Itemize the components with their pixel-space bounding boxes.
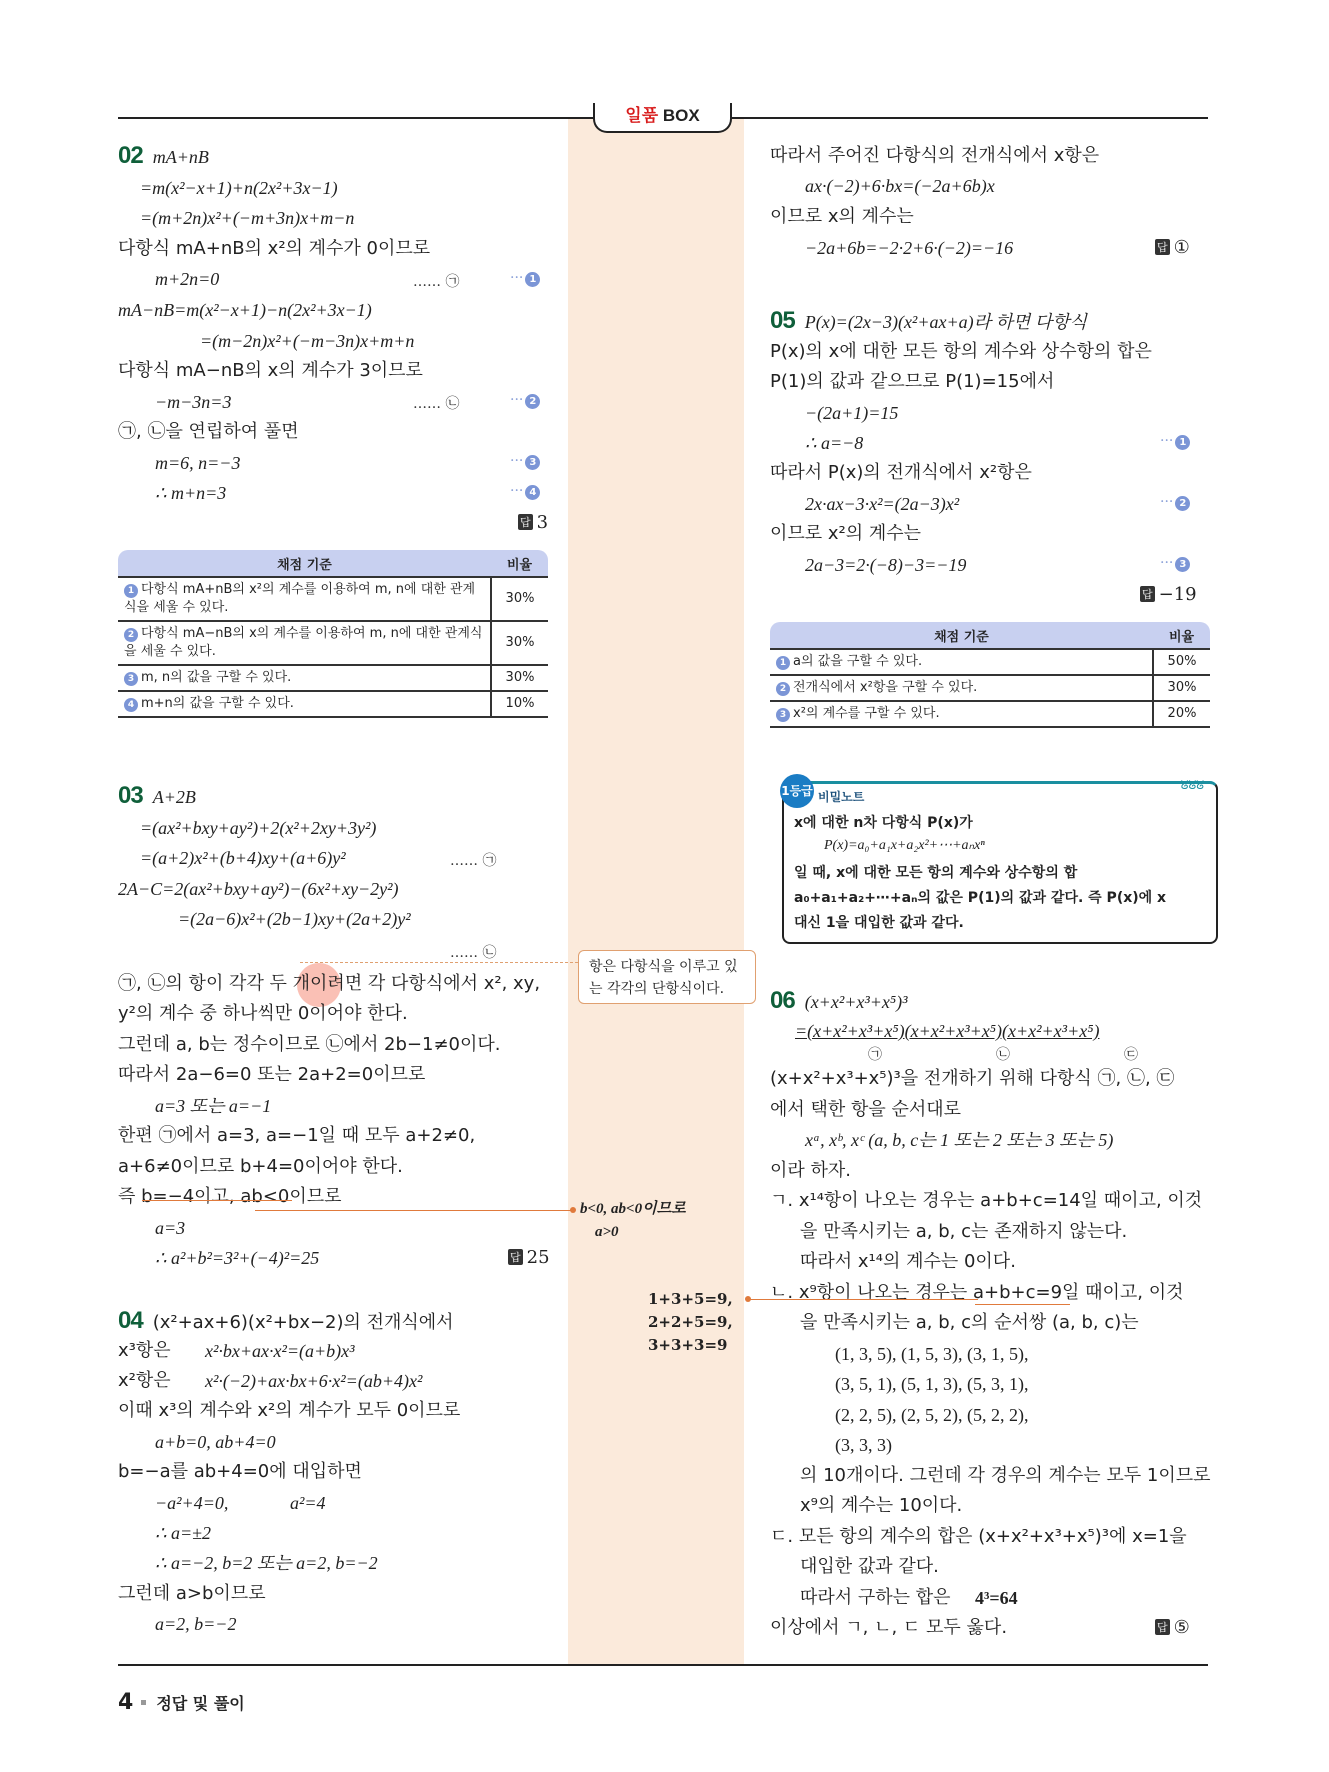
p02-line-1: =m(x²−x+1)+n(2x²+3x−1) bbox=[140, 178, 338, 198]
table-row: 1 다항식 mA+nB의 x²의 계수를 이용하여 m, n에 대한 관계식을 세울 수 있다. 30% bbox=[118, 577, 548, 621]
hint-line: 3+3+3=9 bbox=[648, 1336, 728, 1354]
table-row: 2 다항식 mA−nB의 x의 계수를 이용하여 m, n에 대한 관계식을 세울 수 있다. 30% bbox=[118, 621, 548, 665]
p02-line-6: =(m−2n)x²+(−m−3n)x+m+n bbox=[200, 331, 415, 351]
p06-line-14: (3, 3, 3) bbox=[835, 1435, 892, 1455]
scoring-table-05: 채점 기준 비율 1 a의 값을 구할 수 있다. 50% 2 전개식에서 x²항을 구할 수 있다. 30% 3 x²의 계수를 구할 수 있다. 20% bbox=[770, 622, 1210, 728]
grade-badge: 1등급 bbox=[780, 774, 814, 808]
p03-line-4: =(2a−6)x²+(2b−1)xy+(2a+2)y² bbox=[178, 909, 411, 929]
p06-line-0: 06 (x+x²+x³+x⁵)³ bbox=[770, 987, 908, 1014]
answer-03: 답 25 bbox=[510, 1247, 550, 1268]
p06-line-18: 대입한 값과 같다. bbox=[800, 1556, 939, 1577]
p04-line-1: x³항은 bbox=[118, 1340, 171, 1361]
p02-line-0: 02 mA+nB bbox=[118, 142, 209, 169]
p06-line-11: (1, 3, 5), (1, 5, 3), (3, 1, 5), bbox=[835, 1344, 1029, 1364]
p04-line-12: 그런데 a>b이므로 bbox=[118, 1583, 266, 1604]
step-marker-2: ··· 2 bbox=[1160, 494, 1190, 511]
hint-line: a>0 bbox=[595, 1224, 619, 1240]
p04-line-6: a+b=0, ab+4=0 bbox=[155, 1432, 276, 1452]
hint-line: 2+2+5=9, bbox=[648, 1313, 733, 1331]
step-marker-3: ··· 3 bbox=[1160, 555, 1190, 572]
box-tab: 일품 BOX bbox=[593, 103, 732, 133]
p04-line-0: 04 (x²+ax+6)(x²+bx−2)의 전개식에서 bbox=[118, 1307, 454, 1334]
mark-a: …… ㉠ bbox=[450, 853, 497, 869]
p02-line-8: −m−3n=3 bbox=[155, 392, 232, 412]
bottom-rule bbox=[118, 1664, 1208, 1666]
p06-line-8: 따라서 x¹⁴의 계수는 0이다. bbox=[800, 1251, 1016, 1272]
p03-line-0: 03 A+2B bbox=[118, 782, 196, 809]
p05-line-5: 따라서 P(x)의 전개식에서 x²항은 bbox=[770, 462, 1032, 483]
p02-line-3: 다항식 mA+nB의 x²의 계수가 0이므로 bbox=[118, 238, 431, 259]
p06-line-12: (3, 5, 1), (5, 1, 3), (5, 3, 1), bbox=[835, 1374, 1029, 1394]
p06-line-3: 에서 택한 항을 순서대로 bbox=[770, 1099, 962, 1120]
p06-line-21: 이상에서 ㄱ, ㄴ, ㄷ 모두 옳다. bbox=[770, 1617, 1008, 1638]
answer-06: 답 ⑤ bbox=[1157, 1617, 1190, 1638]
callout-connector bbox=[300, 962, 578, 963]
sidebar-column bbox=[568, 119, 744, 1664]
p05-line-7: 이므로 x²의 계수는 bbox=[770, 523, 922, 544]
underline bbox=[975, 1304, 1070, 1305]
p03-line-1: =(ax²+bxy+ay²)+2(x²+2xy+3y²) bbox=[140, 818, 377, 838]
p04-line-2: x²·bx+ax·x²=(a+b)x³ bbox=[205, 1341, 355, 1361]
table-row: 4 m+n의 값을 구할 수 있다. 10% bbox=[118, 691, 548, 717]
step-marker-4: ··· 4 bbox=[510, 483, 540, 500]
p06-line-17: ㄷ. 모든 항의 계수의 합은 (x+x²+x³+x⁵)³에 x=1을 bbox=[770, 1526, 1187, 1547]
factor-label: ㉢ bbox=[1124, 1047, 1138, 1063]
table-row: 3 m, n의 값을 구할 수 있다. 30% bbox=[118, 665, 548, 691]
p05-line-4: ∴ a=−8 bbox=[805, 433, 864, 453]
p04-line-4: x²·(−2)+ax·bx+6·x²=(ab+4)x² bbox=[205, 1371, 423, 1391]
hint-line: b<0, ab<0이므로 bbox=[580, 1201, 686, 1217]
step-marker-3: ··· 3 bbox=[510, 453, 540, 470]
p06-line-13: (2, 2, 5), (2, 5, 2), (5, 2, 2), bbox=[835, 1405, 1029, 1425]
p03-line-10: 한편 ㉠에서 a=3, a=−1일 때 모두 a+2≠0, bbox=[118, 1125, 476, 1146]
connector-dot bbox=[570, 1207, 576, 1213]
p03-line-9: a=3 또는 a=−1 bbox=[155, 1096, 272, 1116]
mark-b: …… ㉡ bbox=[413, 396, 460, 412]
p02-line-4: m+2n=0 bbox=[155, 269, 220, 289]
p02-line-10: m=6, n=−3 bbox=[155, 453, 241, 473]
p03-line-13: a=3 bbox=[155, 1218, 186, 1238]
p04-line-8: −a²+4=0, bbox=[155, 1493, 229, 1513]
decoration-icon: ᘜᘜᘜ bbox=[1180, 778, 1204, 792]
p04-line-14: 따라서 주어진 다항식의 전개식에서 x항은 bbox=[770, 145, 1100, 166]
p04-line-13: a=2, b=−2 bbox=[155, 1614, 237, 1634]
p02-line-2: =(m+2n)x²+(−m+3n)x+m−n bbox=[140, 208, 355, 228]
p04-line-3: x²항은 bbox=[118, 1370, 171, 1391]
scoring-table-02: 채점 기준 비율 1 다항식 mA+nB의 x²의 계수를 이용하여 m, n에 대한 관계식을 세울 수 있다. 30% 2 다항식 mA−nB의 x의 계수를 이용하여 m, n에 대한 관계식을 세울 수 있다. 30% 3 m, n의 값을 구할 수 있다. 30% 4 m+n의 값을 구할 수 있다. 10% bbox=[118, 550, 548, 718]
hint-line: 1+3+5=9, bbox=[648, 1290, 733, 1308]
p06-line-6: ㄱ. x¹⁴항이 나오는 경우는 a+b+c=14일 때이고, 이것 bbox=[770, 1190, 1203, 1211]
mark-a: …… ㉠ bbox=[413, 274, 460, 290]
p03-line-6: y²의 계수 중 하나씩만 0이어야 한다. bbox=[118, 1003, 408, 1024]
note-title: 비밀노트 bbox=[818, 790, 865, 804]
p06-line-10: 을 만족시키는 a, b, c의 순서쌍 (a, b, c)는 bbox=[800, 1312, 1139, 1333]
p03-line-14: ∴ a²+b²=3²+(−4)²=25 bbox=[155, 1248, 320, 1268]
p04-line-7: b=−a를 ab+4=0에 대입하면 bbox=[118, 1461, 362, 1482]
p04-line-10: ∴ a=±2 bbox=[155, 1523, 211, 1543]
p06-line-20: 4³=64 bbox=[975, 1588, 1018, 1608]
connector-dot bbox=[745, 1296, 751, 1302]
p06-line-2: (x+x²+x³+x⁵)³을 전개하기 위해 다항식 ㉠, ㉡, ㉢ bbox=[770, 1068, 1175, 1089]
p05-line-1: P(x)의 x에 대한 모든 항의 계수와 상수항의 합은 bbox=[770, 341, 1152, 362]
p04-line-9: a²=4 bbox=[290, 1493, 326, 1513]
p04-line-16: 이므로 x의 계수는 bbox=[770, 206, 914, 227]
p06-line-1: =(x+x²+x³+x⁵)(x+x²+x³+x⁵)(x+x²+x³+x⁵) bbox=[795, 1021, 1100, 1041]
p03-line-12: 즉 b=−4이고, ab<0이므로 bbox=[118, 1186, 342, 1207]
p06-line-16: x⁹의 계수는 10이다. bbox=[800, 1495, 963, 1516]
p04-line-17: −2a+6b=−2·2+6·(−2)=−16 bbox=[805, 238, 1014, 258]
p06-line-9: ㄴ. x⁹항이 나오는 경우는 a+b+c=9일 때이고, 이것 bbox=[770, 1282, 1184, 1303]
table-row: 2 전개식에서 x²항을 구할 수 있다. 30% bbox=[770, 675, 1210, 701]
p03-line-3: 2A−C=2(ax²+bxy+ay²)−(6x²+xy−2y²) bbox=[118, 879, 399, 899]
step-marker-1: ··· 1 bbox=[1160, 433, 1190, 450]
p02-line-9: ㉠, ㉡을 연립하여 풀면 bbox=[118, 421, 299, 442]
p03-line-2: =(a+2)x²+(b+4)xy+(a+6)y² bbox=[140, 848, 346, 868]
p04-line-5: 이때 x³의 계수와 x²의 계수가 모두 0이므로 bbox=[118, 1400, 461, 1421]
p04-line-11: ∴ a=−2, b=2 또는 a=2, b=−2 bbox=[155, 1553, 378, 1573]
p02-line-11: ∴ m+n=3 bbox=[155, 483, 227, 503]
step-marker-2: ··· 2 bbox=[510, 392, 540, 409]
p04-line-15: ax·(−2)+6·bx=(−2a+6b)x bbox=[805, 176, 995, 196]
secret-note-box: 1등급 비밀노트 ᘜᘜᘜ x에 대한 n차 다항식 P(x)가 P(x)=a₀+a₁x+a₂x²+⋯+aₙxⁿ 일 때, x에 대한 모든 항의 계수와 상수항의 합 a₀+a₁+a₂+⋯+aₙ의 값은 P(1)의 값과 같다. 즉 P(x)에 x 대신 1을 대입한 값과 같다. bbox=[782, 781, 1218, 944]
p06-line-7: 을 만족시키는 a, b, c는 존재하지 않는다. bbox=[800, 1221, 1128, 1242]
p03-line-8: 따라서 2a−6=0 또는 2a+2=0이므로 bbox=[118, 1064, 426, 1085]
p03-line-5: ㉠, ㉡의 항이 각각 두 개이려면 각 다항식에서 x², xy, bbox=[118, 973, 541, 994]
p06-line-19: 따라서 구하는 합은 bbox=[800, 1587, 951, 1608]
p05-line-2: P(1)의 값과 같으므로 P(1)=15에서 bbox=[770, 371, 1055, 392]
factor-label: ㉠ bbox=[868, 1047, 882, 1063]
p05-line-3: −(2a+1)=15 bbox=[805, 403, 899, 423]
table-row: 3 x²의 계수를 구할 수 있다. 20% bbox=[770, 701, 1210, 727]
answer-02: 답 3 bbox=[520, 512, 549, 533]
p05-line-6: 2x·ax−3·x²=(2a−3)x² bbox=[805, 494, 960, 514]
p06-line-5: 이라 하자. bbox=[770, 1160, 851, 1181]
p03-line-11: a+6≠0이므로 b+4=0이어야 한다. bbox=[118, 1156, 403, 1177]
mark-b: …… ㉡ bbox=[450, 945, 497, 961]
p03-line-7: 그런데 a, b는 정수이므로 ㉡에서 2b−1≠0이다. bbox=[118, 1034, 501, 1055]
p02-line-7: 다항식 mA−nB의 x의 계수가 3이므로 bbox=[118, 360, 423, 381]
page-footer: 4 정답 및 풀이 bbox=[118, 1690, 245, 1715]
answer-05: 답 −19 bbox=[1142, 584, 1197, 605]
p05-line-0: 05 P(x)=(2x−3)(x²+ax+a)라 하면 다항식 bbox=[770, 307, 1087, 334]
step-marker-1: ··· 1 bbox=[510, 270, 540, 287]
table-row: 1 a의 값을 구할 수 있다. 50% bbox=[770, 649, 1210, 675]
p06-line-4: xᵃ, xᵇ, xᶜ (a, b, c는 1 또는 2 또는 3 또는 5) bbox=[805, 1130, 1114, 1150]
p02-line-5: mA−nB=m(x²−x+1)−n(2x²+3x−1) bbox=[118, 300, 372, 320]
hint-connector bbox=[748, 1299, 978, 1300]
definition-callout: 항은 다항식을 이루고 있는 각각의 단항식이다. bbox=[578, 950, 756, 1004]
answer-04: 답 ① bbox=[1157, 237, 1190, 258]
hint-connector bbox=[255, 1210, 573, 1211]
underline bbox=[142, 1200, 292, 1201]
p06-line-15: 의 10개이다. 그런데 각 경우의 계수는 모두 1이므로 bbox=[800, 1465, 1211, 1486]
factor-label: ㉡ bbox=[996, 1047, 1010, 1063]
p05-line-8: 2a−3=2·(−8)−3=−19 bbox=[805, 555, 967, 575]
